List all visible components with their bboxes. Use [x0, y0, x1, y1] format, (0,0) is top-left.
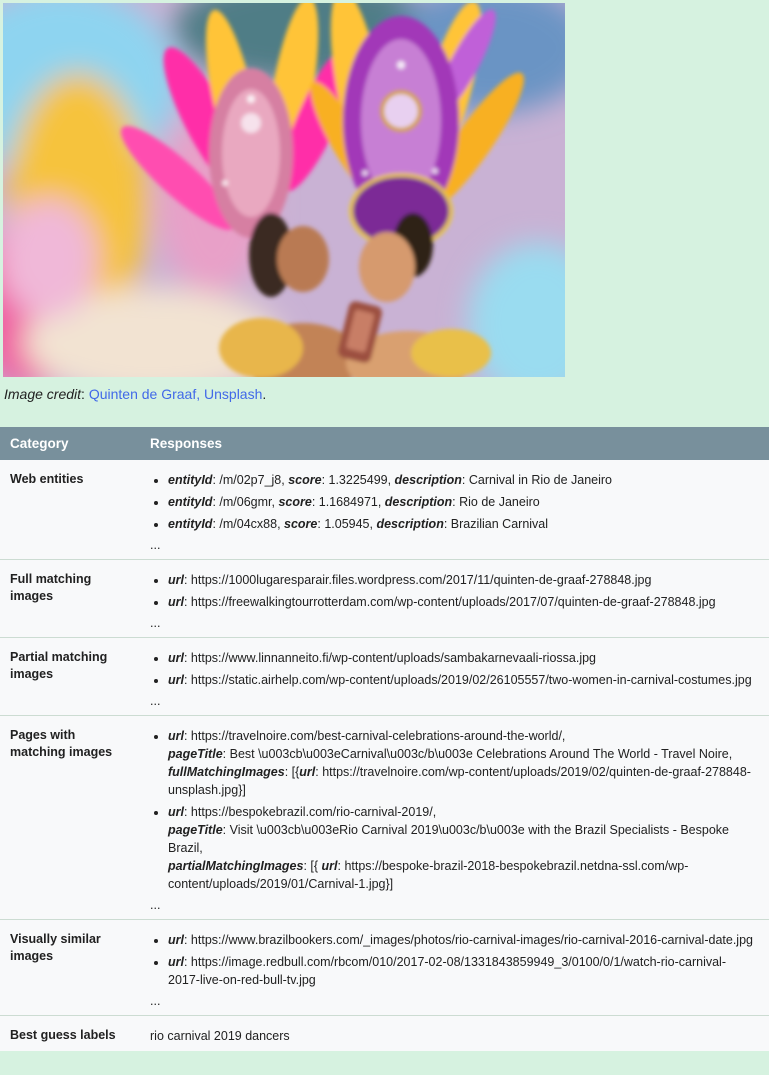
field-key: description [394, 473, 462, 487]
responses-cell [140, 716, 769, 920]
field-key: partialMatchingImages [168, 859, 304, 873]
responses-cell [140, 920, 769, 1016]
field-key: url [168, 651, 184, 665]
field-key: url [168, 805, 184, 819]
carnival-photo-art [3, 3, 565, 377]
credit-separator: : [81, 386, 89, 402]
results-table [0, 427, 769, 1051]
ellipsis: ... [150, 994, 161, 1008]
unsplash-link[interactable]: Unsplash [204, 386, 263, 402]
response-line: fullMatchingImages: [{url: https://travelnoire.com/wp-content/uploads/2019/02/quinten-de-graaf-278848-unsplash.jpg}] [168, 765, 751, 797]
header-row [0, 427, 769, 460]
photographer-link[interactable]: Quinten de Graaf, [88, 386, 201, 402]
field-key: entityId [168, 473, 213, 487]
field-key: score [278, 495, 312, 509]
field-key: url [168, 673, 184, 687]
response-line: • url: https://www.brazilbookers.com/_images/photos/rio-carnival-images/rio-carnival-2016-carnival-date.jpg [168, 933, 753, 947]
response-line: pageTitle: Visit \u003cb\u003eRio Carnival 2019\u003c/b\u003e with the Brazil Specialists - Bespoke Brazil, [168, 823, 729, 855]
category-cell: Best guess labels [0, 1016, 140, 1052]
response-item [168, 493, 757, 511]
field-key: score [284, 517, 318, 531]
response-line: • url: https://www.linnanneito.fi/wp-content/uploads/sambakarnevaali-riossa.jpg [168, 651, 597, 665]
ellipsis: ... [150, 616, 161, 630]
field-key: url [168, 595, 184, 609]
responses-cell: rio carnival 2019 dancers [140, 1016, 769, 1052]
responses-header: Responses [140, 427, 769, 460]
category-cell: Web entities [0, 460, 140, 560]
results-table-body [0, 460, 769, 1051]
field-key: url [299, 765, 316, 779]
carnival-photo [3, 3, 565, 377]
response-line: • url: https://freewalkingtourrotterdam.com/wp-content/uploads/2017/07/quinten-de-graaf-278848.jpg [168, 595, 716, 609]
table-row [0, 716, 769, 920]
response-line: • url: https://static.airhelp.com/wp-content/uploads/2019/02/26105557/two-women-in-carnival-costumes.jpg [168, 673, 752, 687]
response-line: • url: https://image.redbull.com/rbcom/010/2017-02-08/1331843859949_3/0100/0/1/watch-rio-carnival-2017-live-on-red-bull-tv.jpg [168, 955, 726, 987]
image-credit-label: Image credit [4, 386, 82, 402]
response-line: • entityId: /m/04cx88, score: 1.05945, description: Brazilian Carnival [168, 517, 549, 531]
response-item [168, 571, 757, 589]
table-row [0, 560, 769, 638]
response-item [168, 803, 757, 893]
response-list [150, 727, 757, 893]
image-credit [4, 385, 266, 404]
response-item [168, 931, 757, 949]
category-header: Category [0, 427, 140, 460]
response-list [150, 471, 757, 533]
response-list [150, 571, 757, 611]
response-item [168, 953, 757, 989]
field-key: url [321, 859, 338, 873]
response-item [168, 727, 757, 799]
response-line: • url: https://bespokebrazil.com/rio-carnival-2019/, [168, 805, 437, 819]
field-key: url [168, 729, 184, 743]
credit-suffix: . [262, 386, 267, 402]
category-cell: Partial matching images [0, 638, 140, 716]
response-item [168, 649, 757, 667]
field-key: entityId [168, 517, 213, 531]
response-line: partialMatchingImages: [{ url: https://bespoke-brazil-2018-bespokebrazil.netdna-ssl.com/wp-content/uploads/2019/01/Carnival-1.jpg}] [168, 859, 689, 891]
category-cell: Pages with matching images [0, 716, 140, 920]
ellipsis: ... [150, 538, 161, 552]
field-key: url [168, 955, 184, 969]
table-row [0, 460, 769, 560]
field-key: pageTitle [168, 747, 223, 761]
response-line: • entityId: /m/02p7_j8, score: 1.3225499, description: Carnival in Rio de Janeiro [168, 473, 612, 487]
response-item [168, 471, 757, 489]
response-line: • url: https://1000lugaresparair.files.wordpress.com/2017/11/quinten-de-graaf-278848.jpg [168, 573, 652, 587]
field-key: score [288, 473, 322, 487]
field-key: description [376, 517, 444, 531]
table-row [0, 1016, 769, 1052]
table-row [0, 920, 769, 1016]
response-line: pageTitle: Best \u003cb\u003eCarnival\u003c/b\u003e Celebrations Around The World - Travel Noire, [168, 747, 733, 761]
field-key: url [168, 933, 184, 947]
response-line: • url: https://travelnoire.com/best-carnival-celebrations-around-the-world/, [168, 729, 566, 743]
ellipsis: ... [150, 694, 161, 708]
response-list [150, 931, 757, 989]
category-cell: Visually similar images [0, 920, 140, 1016]
responses-cell [140, 560, 769, 638]
field-key: entityId [168, 495, 213, 509]
table-row [0, 638, 769, 716]
category-cell: Full matching images [0, 560, 140, 638]
response-line: • entityId: /m/06gmr, score: 1.1684971, description: Rio de Janeiro [168, 495, 540, 509]
responses-cell [140, 638, 769, 716]
ellipsis: ... [150, 898, 161, 912]
field-key: pageTitle [168, 823, 223, 837]
response-list [150, 649, 757, 689]
response-item [168, 671, 757, 689]
field-key: fullMatchingImages [168, 765, 285, 779]
response-item [168, 593, 757, 611]
field-key: url [168, 573, 184, 587]
field-key: description [384, 495, 453, 509]
response-item [168, 515, 757, 533]
responses-cell [140, 460, 769, 560]
results-table-header [0, 427, 769, 460]
